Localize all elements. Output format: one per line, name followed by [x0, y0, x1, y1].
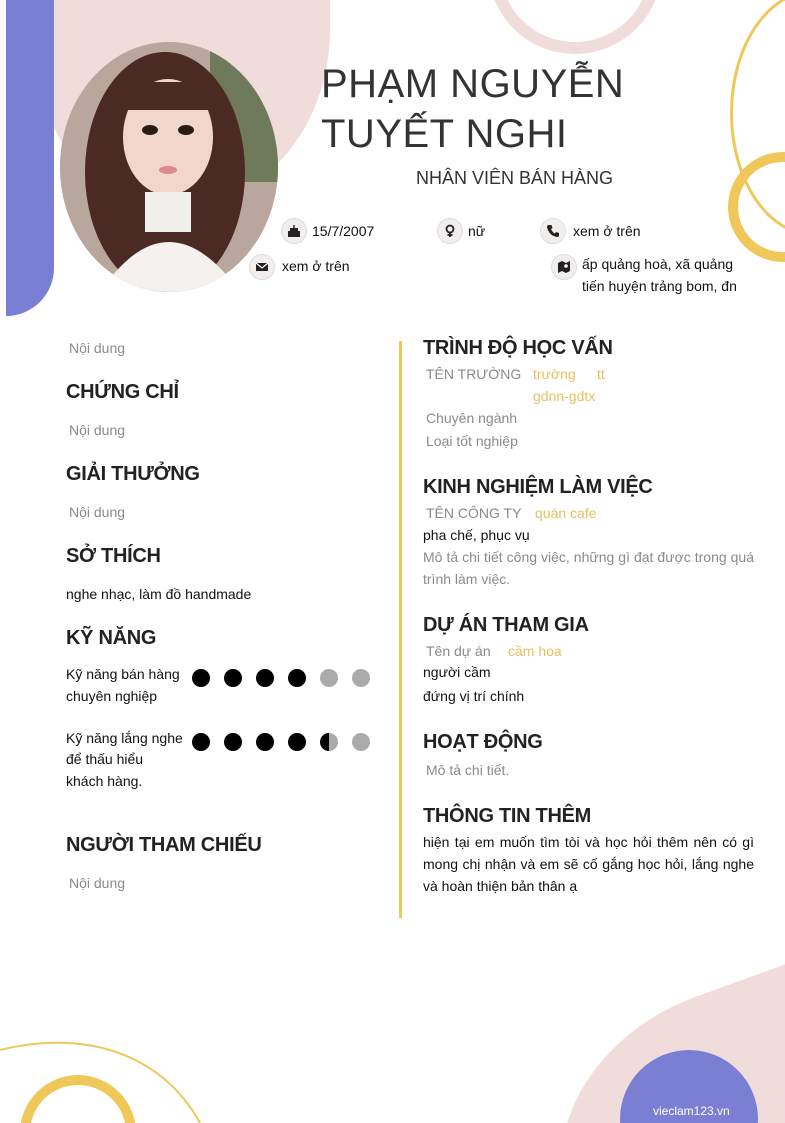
phone-text: xem ở trên	[573, 223, 641, 239]
extra-info-description: hiện tại em muốn tìm tòi và học hỏi thêm nên có gì mong chị nhận và em sẽ cố gắng học hỏi, lắng nghe và hoàn thiện bản thân ạ	[423, 834, 754, 894]
school-value-3: gdnn-gdtx	[533, 388, 596, 404]
name-line-1: PHẠM NGUYỄN	[321, 62, 625, 106]
column-divider	[399, 341, 402, 918]
company-value: quán cafe	[535, 505, 597, 521]
purple-side-bar	[6, 0, 54, 316]
school-label: TÊN TRƯỜNG	[426, 366, 522, 382]
gender-text: nữ	[468, 223, 486, 239]
skill-2-line-1: Kỹ năng lắng nghe	[66, 730, 183, 746]
work-description: Mô tả chi tiết công việc, những gì đạt được trong quá trình làm việc.	[423, 549, 754, 587]
skill-rating-dot	[192, 669, 210, 687]
skill-rating-dot	[256, 733, 274, 751]
certificates-title: CHỨNG CHỈ	[66, 381, 179, 403]
skill-rating-dot	[288, 733, 306, 751]
avatar-illustration	[60, 42, 278, 292]
skill-1-line-2: chuyên nghiệp	[66, 688, 158, 704]
extra-info-title: THÔNG TIN THÊM	[423, 805, 592, 827]
birthday-cake-icon	[281, 218, 307, 244]
projects-title: DỰ ÁN THAM GIA	[423, 614, 589, 636]
pink-ring-top	[488, 0, 662, 54]
phone-icon	[540, 218, 566, 244]
skill-rating-dot	[288, 669, 306, 687]
company-label: TÊN CÔNG TY	[426, 505, 522, 521]
gold-arc-bottom-left	[20, 1075, 136, 1123]
skill-2-line-3: khách hàng.	[66, 773, 143, 789]
skill-rating-dot	[320, 669, 338, 687]
certificates-content: Nội dung	[69, 422, 126, 438]
project-label: Tên dự án	[426, 643, 491, 659]
school-value-2: tt	[597, 366, 605, 382]
activities-title: HOẠT ĐỘNG	[423, 731, 543, 753]
project-role-2: đứng vị trí chính	[423, 688, 525, 704]
email-text: xem ở trên	[282, 258, 350, 274]
objective-content: Nội dung	[69, 340, 126, 356]
skill-rating-dot	[352, 669, 370, 687]
skill-rating-dot	[320, 733, 338, 751]
map-icon	[551, 254, 577, 280]
name-line-2: TUYẾT NGHI	[321, 112, 568, 156]
job-title: NHÂN VIÊN BÁN HÀNG	[416, 168, 614, 188]
address-line-2: tiến huyện trảng bom, đn	[582, 278, 737, 294]
awards-content: Nội dung	[69, 504, 126, 520]
activities-description: Mô tả chi tiết.	[426, 762, 510, 778]
skills-title: KỸ NĂNG	[66, 627, 157, 649]
reference-title: NGƯỜI THAM CHIẾU	[66, 834, 262, 856]
reference-content: Nội dung	[69, 875, 126, 891]
education-title: TRÌNH ĐỘ HỌC VẤN	[423, 337, 613, 359]
skill-rating-dot	[224, 669, 242, 687]
skill-rating-dot	[352, 733, 370, 751]
hobbies-content: nghe nhạc, làm đồ handmade	[66, 586, 252, 602]
major: Chuyên ngành	[426, 410, 518, 426]
awards-title: GIẢI THƯỞNG	[66, 463, 200, 485]
avatar	[60, 42, 278, 292]
hobbies-title: SỞ THÍCH	[66, 545, 161, 567]
gold-ring-right	[728, 152, 785, 262]
address-line-1: ấp quảng hoà, xã quảng	[582, 256, 734, 272]
gender-icon	[437, 218, 463, 244]
project-role-1: người cầm	[423, 664, 491, 680]
birthday-text: 15/7/2007	[312, 223, 375, 239]
skill-1-line-1: Kỹ năng bán hàng	[66, 666, 180, 682]
work-position: pha chế, phục vụ	[423, 527, 530, 543]
skill-rating-dot	[192, 733, 210, 751]
watermark: vieclam123.vn	[653, 1104, 730, 1118]
school-value-1: trường	[533, 366, 576, 382]
project-value: cầm hoa	[508, 643, 562, 659]
experience-title: KINH NGHIỆM LÀM VIỆC	[423, 476, 653, 498]
email-icon	[249, 254, 275, 280]
skill-2-line-2: để thấu hiểu	[66, 751, 144, 767]
skill-rating-dot	[224, 733, 242, 751]
grade: Loại tốt nghiệp	[426, 433, 518, 449]
skill-rating-dot	[256, 669, 274, 687]
